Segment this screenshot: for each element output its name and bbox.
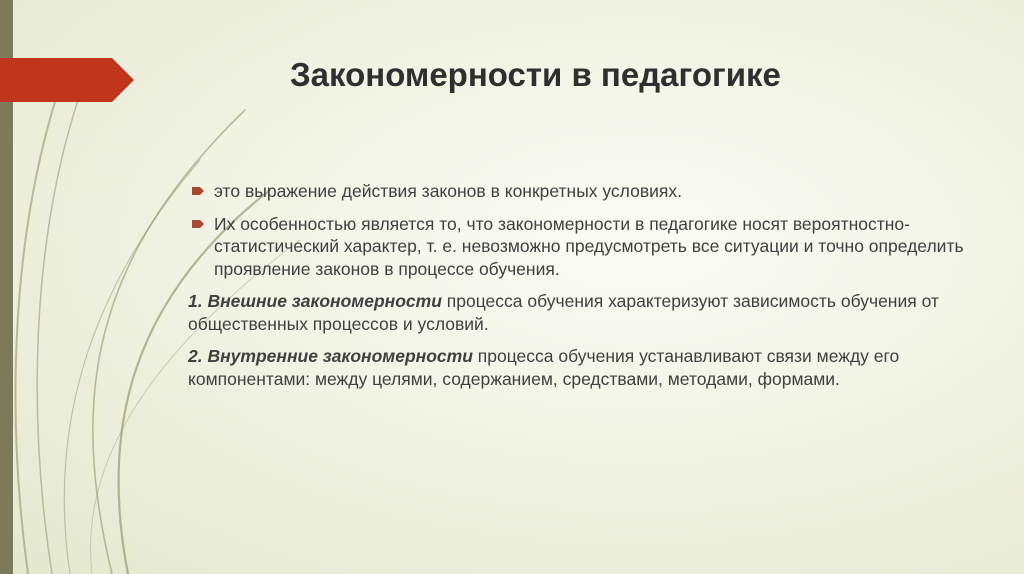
red-arrow-tab-icon	[0, 58, 134, 102]
bullet-item	[188, 180, 968, 203]
bullet-text: Их особенностью является то, что закономерности в педагогике носят вероятностно-статистический характер, т. е. невозможно предусмотреть все ситуации и точно определить проявление законов в процессе обучения.	[214, 213, 964, 279]
external-regularities-text: процесса обучения характеризуют зависимость обучения от общественных процессов и условий.	[188, 291, 939, 334]
external-regularities-paragraph	[188, 290, 968, 336]
slide-title: Закономерности в педагогике	[290, 56, 781, 93]
internal-regularities-paragraph	[188, 345, 968, 391]
bullet-text: это выражение действия законов в конкретных условиях.	[214, 181, 682, 201]
bullet-item	[188, 213, 968, 281]
arrow-right-icon	[192, 187, 204, 195]
slide-content	[188, 180, 968, 400]
arrow-right-icon	[192, 220, 204, 228]
internal-regularities-text: процесса обучения устанавливают связи между его компонентами: между целями, содержанием, средствами, методами, формами.	[188, 346, 900, 389]
external-regularities-heading: 1. Внешние закономерности	[188, 291, 442, 311]
bullet-list	[188, 180, 968, 280]
internal-regularities-heading: 2. Внутренние закономерности	[188, 346, 473, 366]
